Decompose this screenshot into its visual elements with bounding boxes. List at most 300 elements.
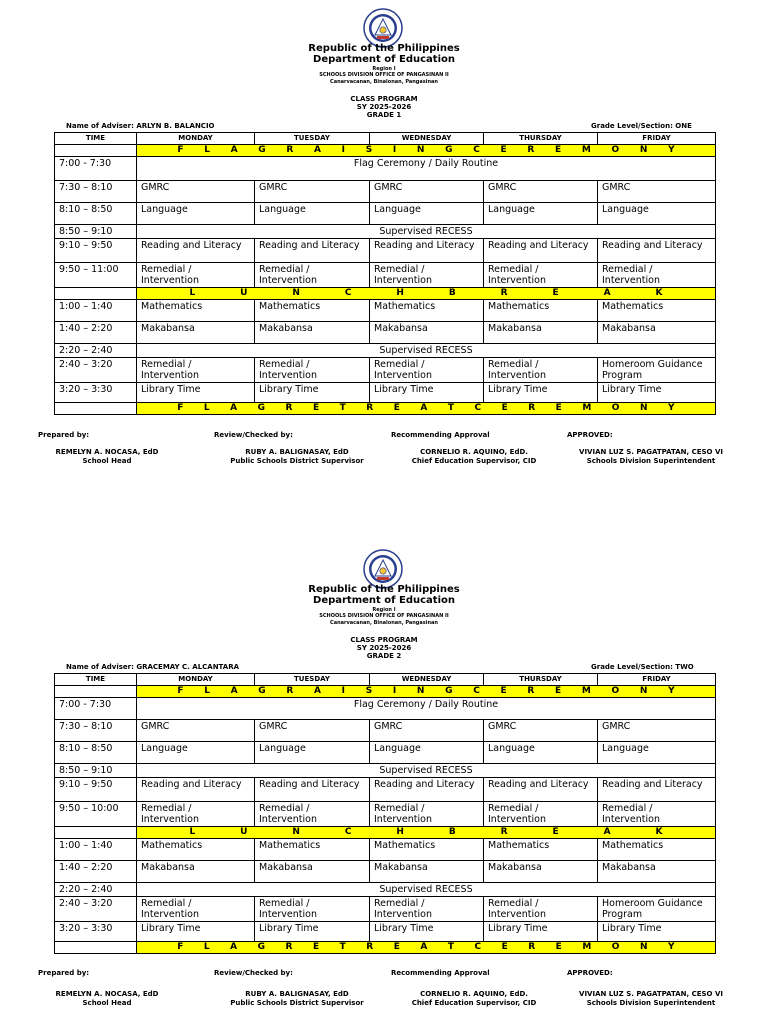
time-cell <box>55 827 137 839</box>
schedule-row <box>55 157 716 181</box>
schedule-row <box>55 263 716 288</box>
signatory-title: Schools Division Superintendent <box>586 999 716 1007</box>
banner-letter: N <box>416 686 425 696</box>
prepared-signatory <box>12 990 202 1008</box>
column-header: THURSDAY <box>484 133 598 145</box>
subject-cell: Language <box>255 203 370 225</box>
signatory-title: School Head <box>82 457 132 465</box>
time-cell: 2:40 – 3:20 <box>55 897 137 922</box>
subject-cell: Remedial / Intervention <box>137 358 255 383</box>
schedule-row <box>55 344 716 358</box>
subject-cell: Remedial / Intervention <box>255 802 370 827</box>
activity-span-cell: Flag Ceremony / Daily Routine <box>137 157 716 181</box>
subject-cell: GMRC <box>137 720 255 742</box>
schedule-row <box>55 358 716 383</box>
subject-cell: Library Time <box>255 383 370 403</box>
banner-letter: K <box>655 288 663 298</box>
banner-letter: C <box>473 686 480 696</box>
banner-letter: C <box>474 942 482 952</box>
banner-letter: A <box>230 942 238 952</box>
subject-cell: GMRC <box>255 181 370 203</box>
subject-cell: Makabansa <box>598 322 716 344</box>
banner-row-flag-raising <box>55 686 716 698</box>
banner-letter: K <box>655 827 663 837</box>
banner-row-flag-retreat <box>55 942 716 954</box>
banner-letter: M <box>581 686 591 696</box>
banner-letter: F <box>177 145 184 155</box>
school-year: SY 2025-2026 <box>356 644 412 652</box>
prepared-signatory <box>12 448 202 466</box>
subject-cell: Homeroom Guidance Program <box>598 358 716 383</box>
schedule-row <box>55 181 716 203</box>
subject-cell: Makabansa <box>484 861 598 883</box>
banner-letter: R <box>528 942 536 952</box>
subject-cell: Library Time <box>137 383 255 403</box>
recommending-label: Recommending Approval <box>391 969 490 977</box>
subject-cell: Reading and Literacy <box>598 239 716 263</box>
subject-cell: Mathematics <box>484 300 598 322</box>
column-header: FRIDAY <box>598 674 716 686</box>
subject-cell: GMRC <box>484 181 598 203</box>
schedule-table <box>54 673 716 954</box>
banner-letter: Y <box>667 403 675 413</box>
time-cell: 8:10 – 8:50 <box>55 742 137 764</box>
subject-cell: Makabansa <box>484 322 598 344</box>
program-title: CLASS PROGRAM <box>350 636 418 644</box>
schedule-row <box>55 764 716 778</box>
banner-letter: N <box>292 827 300 837</box>
subject-cell: Remedial / Intervention <box>255 358 370 383</box>
subject-cell: Remedial / Intervention <box>484 802 598 827</box>
subject-cell: GMRC <box>255 720 370 742</box>
subject-cell: Language <box>598 742 716 764</box>
banner-row-lunch <box>55 288 716 300</box>
banner-letter: A <box>420 942 428 952</box>
banner-letter: M <box>582 942 592 952</box>
time-cell: 1:40 – 2:20 <box>55 322 137 344</box>
schedule-row <box>55 802 716 827</box>
subject-cell: Makabansa <box>137 322 255 344</box>
banner-letter: N <box>639 686 648 696</box>
banner-letter: F <box>177 686 184 696</box>
banner-letter: F <box>177 942 184 952</box>
banner-letter: L <box>203 403 210 413</box>
time-cell: 9:50 – 10:00 <box>55 802 137 827</box>
time-cell: 2:20 – 2:40 <box>55 883 137 897</box>
deped-seal-icon <box>363 8 403 48</box>
schedule-row <box>55 861 716 883</box>
adviser-name: Name of Adviser: ARLYN B. BALANCIO <box>66 122 215 130</box>
approved-label: APPROVED: <box>567 431 613 439</box>
subject-cell: Language <box>484 203 598 225</box>
banner-letter: L <box>204 686 210 696</box>
grade-label: GRADE 1 <box>366 111 402 119</box>
banner-letter: G <box>445 686 453 696</box>
schedule-row <box>55 383 716 403</box>
subject-cell: Remedial / Intervention <box>598 263 716 288</box>
prepared-label: Prepared by: <box>38 969 90 977</box>
activity-span-cell: Supervised RECESS <box>137 225 716 239</box>
banner-cell <box>137 403 716 415</box>
subject-cell: GMRC <box>137 181 255 203</box>
banner-letter: E <box>555 942 562 952</box>
banner-letter: A <box>313 686 321 696</box>
subject-cell: Reading and Literacy <box>370 778 484 802</box>
banner-letter: G <box>258 686 266 696</box>
subject-cell: Remedial / Intervention <box>370 263 484 288</box>
subject-cell: Library Time <box>137 922 255 942</box>
subject-cell: Remedial / Intervention <box>484 358 598 383</box>
banner-letter: C <box>344 827 352 837</box>
banner-letter: G <box>445 145 453 155</box>
schedule-row <box>55 300 716 322</box>
banner-letter: E <box>552 288 559 298</box>
header-row <box>55 674 716 686</box>
address-label: Canarvacanan, Binalonan, Pangasinan <box>330 620 438 626</box>
subject-cell: Language <box>370 203 484 225</box>
banner-letter: R <box>527 686 535 696</box>
banner-letter: F <box>177 403 184 413</box>
column-header: MONDAY <box>137 133 255 145</box>
subject-cell: GMRC <box>598 181 716 203</box>
banner-letter: R <box>286 145 294 155</box>
subject-cell: Language <box>370 742 484 764</box>
banner-letter: L <box>189 288 196 298</box>
banner-letter: R <box>366 942 374 952</box>
banner-letter: G <box>258 145 266 155</box>
schedule-row <box>55 742 716 764</box>
subject-cell: Reading and Literacy <box>370 239 484 263</box>
banner-letter: G <box>257 403 266 413</box>
time-cell: 8:10 – 8:50 <box>55 203 137 225</box>
subject-cell: Remedial / Intervention <box>255 263 370 288</box>
banner-letter: N <box>639 403 648 413</box>
signatory-name: VIVIAN LUZ S. PAGATPATAN, CESO VI <box>579 990 723 998</box>
grade-section: Grade Level/Section: TWO <box>591 663 694 671</box>
banner-letter: R <box>500 827 508 837</box>
banner-letter: T <box>447 403 454 413</box>
subject-cell: Language <box>137 203 255 225</box>
region-label: Region I <box>372 607 396 613</box>
schedule-row <box>55 698 716 720</box>
department-heading: Department of Education <box>313 595 455 606</box>
banner-letter: E <box>552 827 559 837</box>
signatory-title: School Head <box>82 999 132 1007</box>
recommending-signatory <box>379 990 569 1008</box>
banner-row-flag-raising <box>55 145 716 157</box>
subject-cell: Makabansa <box>255 861 370 883</box>
banner-letter: E <box>554 686 562 696</box>
approved-signatory <box>556 448 746 466</box>
signatory-title: Schools Division Superintendent <box>586 457 716 465</box>
subject-cell: Language <box>484 742 598 764</box>
signatory-title: Public Schools District Supervisor <box>230 999 364 1007</box>
subject-cell: Reading and Literacy <box>255 239 370 263</box>
activity-span-cell: Supervised RECESS <box>137 344 716 358</box>
time-cell: 3:20 – 3:30 <box>55 383 137 403</box>
schedule-row <box>55 897 716 922</box>
banner-cell <box>137 288 716 300</box>
prepared-label: Prepared by: <box>38 431 90 439</box>
banner-letter: E <box>312 942 320 952</box>
banner-letter: E <box>312 403 320 413</box>
banner-letter: M <box>581 145 591 155</box>
subject-cell: Remedial / Intervention <box>137 802 255 827</box>
banner-letter: A <box>603 288 611 298</box>
region-label: Region I <box>372 66 396 72</box>
subject-cell: Mathematics <box>137 300 255 322</box>
banner-letter: E <box>554 145 562 155</box>
school-year: SY 2025-2026 <box>356 103 412 111</box>
time-cell: 8:50 – 9:10 <box>55 764 137 778</box>
column-header: TIME <box>55 674 137 686</box>
signatory-name: RUBY A. BALIGNASAY, EdD <box>245 448 349 456</box>
banner-letter: L <box>189 827 196 837</box>
banner-letter: I <box>341 686 345 696</box>
banner-cell <box>137 686 716 698</box>
banner-letter: U <box>240 288 248 298</box>
schedule-row <box>55 239 716 263</box>
banner-letter: T <box>339 942 346 952</box>
reviewed-label: Review/Checked by: <box>214 431 293 439</box>
subject-cell: Mathematics <box>370 839 484 861</box>
department-heading: Department of Education <box>313 54 455 65</box>
time-cell: 1:00 – 1:40 <box>55 839 137 861</box>
subject-cell: Makabansa <box>370 861 484 883</box>
banner-letter: A <box>313 145 321 155</box>
column-header: TIME <box>55 133 137 145</box>
banner-letter: L <box>204 145 210 155</box>
column-header: WEDNESDAY <box>370 133 484 145</box>
signatory-name: RUBY A. BALIGNASAY, EdD <box>245 990 349 998</box>
subject-cell: Homeroom Guidance Program <box>598 897 716 922</box>
subject-cell: Reading and Literacy <box>484 239 598 263</box>
banner-letter: R <box>528 403 536 413</box>
banner-letter: N <box>292 288 300 298</box>
banner-letter: H <box>396 288 404 298</box>
subject-cell: Mathematics <box>598 300 716 322</box>
subject-cell: Remedial / Intervention <box>484 263 598 288</box>
subject-cell: Makabansa <box>255 322 370 344</box>
time-cell: 8:50 – 9:10 <box>55 225 137 239</box>
subject-cell: Language <box>255 742 370 764</box>
subject-cell: Remedial / Intervention <box>370 802 484 827</box>
time-cell: 2:20 – 2:40 <box>55 344 137 358</box>
banner-letter: A <box>603 827 611 837</box>
banner-letter: R <box>285 403 293 413</box>
time-cell: 3:20 – 3:30 <box>55 922 137 942</box>
banner-letter: U <box>240 827 248 837</box>
deped-seal-icon <box>363 549 403 589</box>
subject-cell: Mathematics <box>598 839 716 861</box>
subject-cell: Library Time <box>598 922 716 942</box>
column-header: FRIDAY <box>598 133 716 145</box>
banner-letter: A <box>420 403 428 413</box>
subject-cell: Language <box>598 203 716 225</box>
signatory-name: REMELYN A. NOCASA, EdD <box>55 990 159 998</box>
reviewed-signatory <box>202 990 392 1008</box>
subject-cell: Reading and Literacy <box>255 778 370 802</box>
subject-cell: Remedial / Intervention <box>137 263 255 288</box>
banner-letter: S <box>365 686 373 696</box>
signatory-title: Public Schools District Supervisor <box>230 457 364 465</box>
time-cell: 2:40 – 3:20 <box>55 358 137 383</box>
subject-cell: Remedial / Intervention <box>137 897 255 922</box>
signatory-name: REMELYN A. NOCASA, EdD <box>55 448 159 456</box>
banner-letter: R <box>527 145 535 155</box>
subject-cell: Remedial / Intervention <box>370 897 484 922</box>
banner-letter: I <box>392 686 397 696</box>
banner-letter: A <box>230 686 238 696</box>
time-cell <box>55 686 137 698</box>
time-cell <box>55 145 137 157</box>
subject-cell: Library Time <box>484 383 598 403</box>
banner-letter: M <box>582 403 592 413</box>
header-row <box>55 133 716 145</box>
activity-span-cell: Supervised RECESS <box>137 883 716 897</box>
subject-cell: Remedial / Intervention <box>598 802 716 827</box>
column-header: WEDNESDAY <box>370 674 484 686</box>
subject-cell: Reading and Literacy <box>598 778 716 802</box>
subject-cell: Makabansa <box>370 322 484 344</box>
banner-letter: L <box>203 942 210 952</box>
subject-cell: Reading and Literacy <box>137 239 255 263</box>
subject-cell: Makabansa <box>137 861 255 883</box>
banner-letter: G <box>257 942 266 952</box>
republic-heading: Republic of the Philippines <box>308 584 460 595</box>
time-cell <box>55 288 137 300</box>
column-header: TUESDAY <box>255 133 370 145</box>
banner-letter: E <box>501 403 508 413</box>
subject-cell: Library Time <box>370 383 484 403</box>
banner-letter: C <box>474 403 482 413</box>
banner-letter: N <box>639 145 648 155</box>
subject-cell: GMRC <box>370 720 484 742</box>
banner-letter: T <box>447 942 454 952</box>
reviewed-signatory <box>202 448 392 466</box>
banner-letter: E <box>500 686 507 696</box>
banner-letter: Y <box>668 686 675 696</box>
approved-signatory <box>556 990 746 1008</box>
time-cell <box>55 942 137 954</box>
banner-letter: A <box>230 403 238 413</box>
program-title: CLASS PROGRAM <box>350 95 418 103</box>
signatory-title: Chief Education Supervisor, CID <box>411 457 537 465</box>
subject-cell: Library Time <box>370 922 484 942</box>
banner-letter: R <box>285 942 293 952</box>
schedule-row <box>55 322 716 344</box>
banner-letter: E <box>501 942 508 952</box>
banner-letter: I <box>392 145 397 155</box>
banner-letter: E <box>393 403 400 413</box>
subject-cell: Language <box>137 742 255 764</box>
banner-letter: E <box>555 403 562 413</box>
banner-letter: N <box>416 145 425 155</box>
activity-span-cell: Supervised RECESS <box>137 764 716 778</box>
signatory-name: VIVIAN LUZ S. PAGATPATAN, CESO VI <box>579 448 723 456</box>
activity-span-cell: Flag Ceremony / Daily Routine <box>137 698 716 720</box>
banner-letter: O <box>611 686 620 696</box>
schedule-row <box>55 883 716 897</box>
time-cell: 9:10 – 9:50 <box>55 778 137 802</box>
subject-cell: Mathematics <box>255 839 370 861</box>
subject-cell: Reading and Literacy <box>484 778 598 802</box>
schedule-row <box>55 720 716 742</box>
time-cell: 9:50 – 11:00 <box>55 263 137 288</box>
banner-letter: B <box>448 827 456 837</box>
banner-cell <box>137 942 716 954</box>
banner-row-lunch <box>55 827 716 839</box>
banner-letter: H <box>396 827 404 837</box>
grade-label: GRADE 2 <box>366 652 402 660</box>
time-cell: 7:30 – 8:10 <box>55 720 137 742</box>
signatory-title: Chief Education Supervisor, CID <box>411 999 537 1007</box>
subject-cell: Remedial / Intervention <box>255 897 370 922</box>
banner-letter: R <box>500 288 508 298</box>
subject-cell: Mathematics <box>370 300 484 322</box>
time-cell: 7:00 - 7:30 <box>55 157 137 181</box>
banner-letter: E <box>393 942 400 952</box>
banner-letter: C <box>473 145 480 155</box>
recommending-label: Recommending Approval <box>391 431 490 439</box>
banner-letter: I <box>341 145 345 155</box>
subject-cell: Remedial / Intervention <box>370 358 484 383</box>
subject-cell: Makabansa <box>598 861 716 883</box>
adviser-name: Name of Adviser: GRACEMAY C. ALCANTARA <box>66 663 240 671</box>
schedule-row <box>55 225 716 239</box>
banner-letter: Y <box>668 145 675 155</box>
column-header: TUESDAY <box>255 674 370 686</box>
division-label: SCHOOLS DIVISION OFFICE OF PANGASINAN II <box>319 613 449 619</box>
banner-letter: R <box>286 686 294 696</box>
subject-cell: Mathematics <box>255 300 370 322</box>
banner-cell <box>137 827 716 839</box>
banner-letter: O <box>611 145 620 155</box>
banner-letter: T <box>339 403 346 413</box>
grade-section: Grade Level/Section: ONE <box>591 122 692 130</box>
banner-letter: B <box>448 288 456 298</box>
schedule-table <box>54 132 716 415</box>
schedule-row <box>55 839 716 861</box>
subject-cell: Remedial / Intervention <box>484 897 598 922</box>
time-cell <box>55 403 137 415</box>
schedule-row <box>55 203 716 225</box>
subject-cell: GMRC <box>598 720 716 742</box>
banner-letter: S <box>365 145 373 155</box>
approved-label: APPROVED: <box>567 969 613 977</box>
column-header: MONDAY <box>137 674 255 686</box>
banner-letter: O <box>611 403 620 413</box>
banner-letter: E <box>500 145 507 155</box>
subject-cell: Mathematics <box>137 839 255 861</box>
subject-cell: Library Time <box>255 922 370 942</box>
banner-letter: C <box>344 288 352 298</box>
reviewed-label: Review/Checked by: <box>214 969 293 977</box>
time-cell: 1:40 – 2:20 <box>55 861 137 883</box>
banner-row-flag-retreat <box>55 403 716 415</box>
banner-letter: A <box>230 145 238 155</box>
signatory-name: CORNELIO R. AQUINO, EdD. <box>420 448 528 456</box>
time-cell: 7:00 - 7:30 <box>55 698 137 720</box>
banner-letter: Y <box>667 942 675 952</box>
time-cell: 1:00 – 1:40 <box>55 300 137 322</box>
republic-heading: Republic of the Philippines <box>308 43 460 54</box>
division-label: SCHOOLS DIVISION OFFICE OF PANGASINAN II <box>319 72 449 78</box>
subject-cell: Library Time <box>598 383 716 403</box>
recommending-signatory <box>379 448 569 466</box>
banner-letter: O <box>611 942 620 952</box>
schedule-row <box>55 922 716 942</box>
